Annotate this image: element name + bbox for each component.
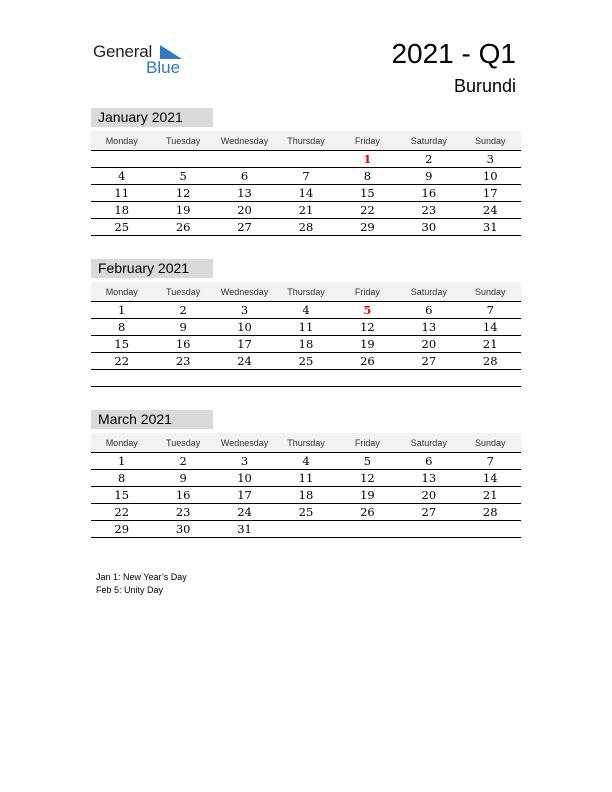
week-row	[91, 453, 521, 470]
day-cell: 17	[237, 488, 252, 502]
day-cell: 20	[421, 488, 437, 502]
weekday-label: Wednesday	[220, 135, 269, 146]
holiday-notes	[96, 571, 187, 597]
day-cell: 27	[421, 505, 437, 519]
month-march	[91, 410, 521, 538]
day-cell: 25	[298, 354, 314, 368]
month-february	[91, 259, 521, 387]
weekday-label: Tuesday	[166, 286, 201, 297]
day-cell: 17	[482, 186, 498, 200]
day-cell: 26	[175, 220, 191, 234]
week-rows	[91, 151, 521, 236]
weekday-header	[91, 282, 521, 302]
day-cell: 31	[482, 220, 498, 234]
day-cell: 2	[179, 303, 187, 317]
day-cell: 19	[360, 488, 375, 502]
weekday-label: Thursday	[287, 286, 325, 297]
day-cell: 15	[360, 186, 375, 200]
day-cell: 14	[298, 186, 314, 200]
weekday-label: Saturday	[410, 135, 447, 146]
day-cell: 1	[118, 303, 126, 317]
day-cell: 23	[175, 354, 191, 368]
country-name: Burundi	[453, 76, 516, 96]
week-row	[91, 319, 521, 336]
week-rows	[91, 302, 521, 387]
week-row	[91, 470, 521, 487]
day-cell: 6	[425, 454, 433, 468]
day-cell: 24	[237, 505, 252, 519]
day-cell: 16	[421, 186, 437, 200]
week-row	[91, 521, 521, 538]
weekday-label: Saturday	[410, 286, 447, 297]
day-cell: 30	[421, 220, 437, 234]
day-cell: 7	[302, 169, 310, 183]
day-cell: 12	[360, 320, 375, 334]
day-cell: 21	[482, 488, 498, 502]
day-cell: 6	[425, 303, 433, 317]
day-cell: 21	[298, 203, 314, 217]
week-row	[91, 336, 521, 353]
day-cell: 26	[360, 505, 375, 519]
day-cell: 23	[175, 505, 191, 519]
day-cell: 5	[363, 454, 372, 468]
day-cell: 18	[298, 488, 314, 502]
month-label: February 2021	[91, 259, 213, 278]
day-cell: 22	[114, 505, 130, 519]
day-cell: 5	[363, 303, 372, 317]
weekday-label: Monday	[105, 437, 138, 448]
weekday-label: Sunday	[474, 135, 506, 146]
brand-triangle-icon	[160, 45, 182, 59]
day-cell: 19	[175, 203, 191, 217]
day-cell: 12	[175, 186, 191, 200]
week-row	[91, 504, 521, 521]
week-row	[91, 168, 521, 185]
weekday-label: Wednesday	[220, 286, 269, 297]
day-cell: 5	[179, 169, 187, 183]
day-cell: 24	[237, 354, 252, 368]
holiday-note: Jan 1: New Year’s Day	[96, 572, 187, 582]
day-cell: 18	[298, 337, 314, 351]
month-label: March 2021	[91, 410, 213, 429]
day-cell: 3	[240, 454, 249, 468]
week-row	[91, 353, 521, 370]
day-cell: 14	[482, 471, 498, 485]
day-cell: 21	[482, 337, 498, 351]
day-cell: 28	[298, 220, 314, 234]
brand-word-general: General	[93, 42, 153, 61]
month-label: January 2021	[91, 108, 213, 127]
weekday-label: Tuesday	[166, 437, 201, 448]
day-cell: 20	[421, 337, 437, 351]
day-cell: 9	[179, 320, 187, 334]
day-cell: 9	[425, 169, 433, 183]
weekday-label: Thursday	[287, 437, 325, 448]
weekday-header	[91, 131, 521, 151]
day-cell: 11	[114, 186, 130, 200]
day-cell: 11	[298, 471, 314, 485]
day-cell: 31	[237, 522, 252, 536]
day-cell: 14	[482, 320, 498, 334]
day-cell: 1	[363, 152, 372, 166]
brand-logo	[93, 42, 193, 78]
brand-word-blue: Blue	[146, 58, 181, 77]
holiday-note: Feb 5: Unity Day	[96, 585, 164, 595]
day-cell: 24	[482, 203, 498, 217]
day-cell: 29	[114, 522, 130, 536]
day-cell: 13	[237, 186, 252, 200]
day-cell: 2	[179, 454, 187, 468]
week-row	[91, 185, 521, 202]
week-row	[91, 219, 521, 236]
weekday-label: Sunday	[474, 437, 506, 448]
day-cell: 7	[486, 454, 494, 468]
week-row	[91, 202, 521, 219]
day-cell: 4	[302, 303, 310, 317]
day-cell: 22	[114, 354, 130, 368]
day-cell: 4	[302, 454, 310, 468]
weekday-label: Wednesday	[220, 437, 269, 448]
day-cell: 18	[114, 203, 130, 217]
weekday-label: Monday	[105, 286, 138, 297]
day-cell: 8	[118, 471, 126, 485]
day-cell: 10	[482, 169, 498, 183]
day-cell: 15	[114, 488, 130, 502]
day-cell: 12	[360, 471, 375, 485]
day-cell: 28	[482, 505, 498, 519]
month-january	[91, 108, 521, 236]
day-cell: 29	[360, 220, 375, 234]
weekday-label: Thursday	[287, 135, 325, 146]
weekday-label: Tuesday	[166, 135, 201, 146]
day-cell: 16	[175, 488, 191, 502]
day-cell: 13	[421, 320, 437, 334]
day-cell: 4	[118, 169, 126, 183]
weekday-label: Saturday	[410, 437, 447, 448]
week-row	[91, 487, 521, 504]
day-cell: 10	[237, 320, 252, 334]
day-cell: 7	[486, 303, 494, 317]
day-cell: 25	[298, 505, 314, 519]
week-rows	[91, 453, 521, 538]
week-row	[91, 302, 521, 319]
day-cell: 6	[240, 169, 249, 183]
day-cell: 19	[360, 337, 375, 351]
weekday-label: Friday	[354, 135, 380, 146]
day-cell: 15	[114, 337, 130, 351]
weekday-label: Monday	[105, 135, 138, 146]
day-cell: 8	[118, 320, 126, 334]
day-cell: 1	[118, 454, 126, 468]
day-cell: 25	[114, 220, 130, 234]
day-cell: 28	[482, 354, 498, 368]
weekday-header	[91, 433, 521, 453]
day-cell: 13	[421, 471, 437, 485]
day-cell: 27	[237, 220, 252, 234]
day-cell: 23	[421, 203, 437, 217]
day-cell: 16	[175, 337, 191, 351]
day-cell: 26	[360, 354, 375, 368]
day-cell: 22	[360, 203, 375, 217]
day-cell: 3	[240, 303, 249, 317]
day-cell: 11	[298, 320, 314, 334]
day-cell: 30	[175, 522, 191, 536]
week-row	[91, 151, 521, 168]
day-cell: 9	[179, 471, 187, 485]
day-cell: 10	[237, 471, 252, 485]
day-cell: 20	[237, 203, 252, 217]
weekday-label: Friday	[354, 286, 380, 297]
day-cell: 27	[421, 354, 437, 368]
page-title: 2021 - Q1	[391, 38, 516, 69]
day-cell: 17	[237, 337, 252, 351]
weekday-label: Sunday	[474, 286, 506, 297]
day-cell: 3	[486, 152, 494, 166]
week-row	[91, 370, 521, 387]
day-cell: 2	[425, 152, 433, 166]
weekday-label: Friday	[354, 437, 380, 448]
day-cell: 8	[363, 169, 372, 183]
